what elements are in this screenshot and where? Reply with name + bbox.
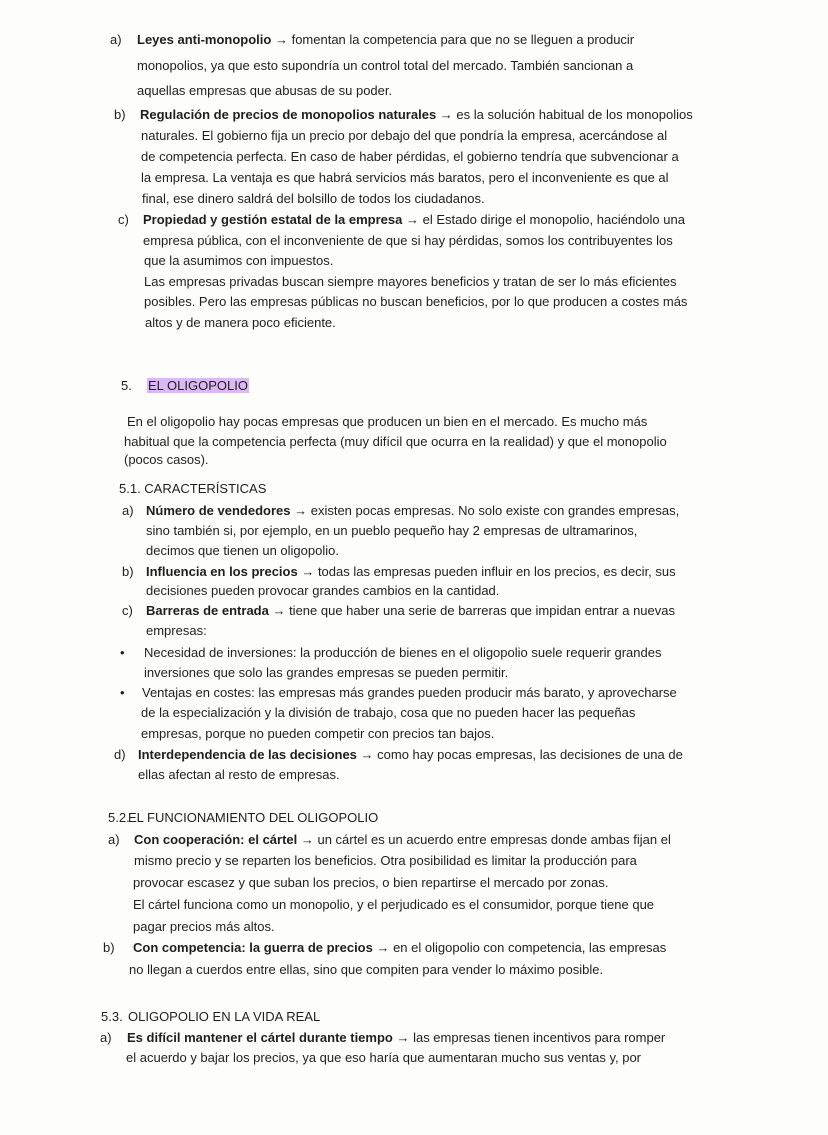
- term-label: Regulación de precios de monopolios naturales →: [140, 107, 453, 122]
- line-text: EL FUNCIONAMIENTO DEL OLIGOPOLIO: [128, 810, 379, 825]
- line-content: [143, 233, 673, 249]
- line-text: pagar precios más altos.: [133, 919, 275, 934]
- line-text: es la solución habitual de los monopolios: [452, 107, 693, 122]
- line-content: [141, 149, 679, 165]
- line-content: [133, 875, 608, 891]
- line-content: [128, 810, 378, 826]
- line-content: [134, 853, 637, 869]
- line-content: [129, 962, 603, 978]
- line-content: [127, 1030, 665, 1046]
- line-content: [146, 523, 637, 539]
- line-text: 5.1. CARACTERÍSTICAS: [119, 481, 267, 496]
- line-text: posibles. Pero las empresas públicas no buscan beneficios, por lo que producen a costes más: [144, 294, 688, 309]
- line-text: monopolios, ya que esto supondría un control total del mercado. También sancionan a: [137, 58, 634, 73]
- line-content: [124, 452, 209, 468]
- list-marker: d): [114, 747, 126, 762]
- line-text: decimos que tienen un oligopolio.: [146, 543, 339, 558]
- line-text: inversiones que solo las grandes empresas se pueden permitir.: [144, 665, 509, 680]
- line-content: [145, 315, 336, 331]
- list-marker: c): [122, 603, 133, 618]
- line-text: de la especialización y la división de trabajo, cosa que no pueden hacer las pequeñas: [141, 705, 636, 720]
- line-content: [137, 58, 633, 74]
- line-text: empresas:: [146, 623, 207, 638]
- line-content: [138, 747, 683, 763]
- list-marker: b): [122, 564, 134, 579]
- line-text: Las empresas privadas buscan siempre mayores beneficios y tratan de ser lo más eficientes: [144, 274, 677, 289]
- line-content: [133, 897, 654, 913]
- bullet-marker: •: [120, 645, 125, 660]
- line-text: en el oligopolio con competencia, las empresas: [389, 940, 667, 955]
- line-text: habitual que la competencia perfecta (muy difícil que ocurra en la realidad) y que el monopolio: [124, 434, 667, 449]
- line-text: naturales. El gobierno fija un precio por debajo del que pondría la empresa, acercándose al: [141, 128, 668, 143]
- line-text: tiene que haber una serie de barreras que impidan entrar a nuevas: [285, 603, 675, 618]
- line-text: aquellas empresas que abusas de su poder.: [137, 83, 393, 98]
- list-marker: a): [108, 832, 120, 847]
- line-text: final, ese dinero saldrá del bolsillo de todos los ciudadanos.: [142, 191, 485, 206]
- list-marker: 5.2.: [108, 810, 130, 825]
- term-label: Número de vendedores →: [146, 503, 308, 518]
- line-content: [128, 1009, 320, 1025]
- line-content: [144, 253, 333, 269]
- list-marker: c): [118, 212, 129, 227]
- line-content: [141, 726, 494, 742]
- line-content: [140, 107, 693, 123]
- term-label: Leyes anti-monopolio →: [137, 32, 288, 47]
- line-content: [119, 481, 266, 497]
- line-content: [142, 191, 485, 207]
- line-content: [144, 274, 677, 290]
- list-marker: b): [103, 940, 115, 955]
- line-content: [133, 940, 666, 956]
- line-content: [143, 212, 685, 228]
- list-marker: 5.: [121, 378, 132, 393]
- line-text: el Estado dirige el monopolio, haciéndolo una: [418, 212, 685, 227]
- list-marker: b): [114, 107, 126, 122]
- line-content: [141, 705, 635, 721]
- line-content: [138, 767, 340, 783]
- line-text: el acuerdo y bajar los precios, ya que eso haría que aumentaran mucho sus ventas y, por: [126, 1050, 641, 1065]
- line-text: que la asumimos con impuestos.: [144, 253, 334, 268]
- line-content: [141, 170, 669, 186]
- line-content: [124, 434, 667, 450]
- line-content: [144, 294, 687, 310]
- line-text: empresa pública, con el inconveniente de que si hay pérdidas, somos los contribuyentes los: [143, 233, 673, 248]
- line-text: El cártel funciona como un monopolio, y el perjudicado es el consumidor, porque tiene que: [133, 897, 655, 912]
- list-marker: 5.3.: [101, 1009, 123, 1024]
- term-label: Interdependencia de las decisiones →: [138, 747, 374, 762]
- term-label: Es difícil mantener el cártel durante tiempo →: [127, 1030, 410, 1045]
- line-content: [142, 685, 677, 701]
- line-text: mismo precio y se reparten los beneficios. Otra posibilidad es limitar la producción para: [134, 853, 637, 868]
- line-text: un cártel es un acuerdo entre empresas donde ambas fijan el: [313, 832, 671, 847]
- line-text: decisiones pueden provocar grandes cambios en la cantidad.: [146, 583, 500, 598]
- line-content: [141, 128, 667, 144]
- list-marker: a): [122, 503, 134, 518]
- line-text: OLIGOPOLIO EN LA VIDA REAL: [128, 1009, 321, 1024]
- line-content: [146, 623, 207, 639]
- line-text: provocar escasez y que suban los precios, o bien repartirse el mercado por zonas.: [133, 875, 609, 890]
- term-label: Propiedad y gestión estatal de la empresa →: [143, 212, 419, 227]
- line-content: [146, 543, 339, 559]
- line-text: como hay pocas empresas, las decisiones de una de: [373, 747, 683, 762]
- term-label: Con competencia: la guerra de precios →: [133, 940, 390, 955]
- line-content: [127, 414, 647, 430]
- line-text: no llegan a cuerdos entre ellas, sino que compiten para vender lo máximo posible.: [129, 962, 604, 977]
- section-title: EL OLIGOPOLIO: [148, 378, 248, 393]
- line-text: sino también si, por ejemplo, en un pueblo pequeño hay 2 empresas de ultramarinos,: [146, 523, 638, 538]
- line-content: [144, 665, 508, 681]
- line-text: Ventajas en costes: las empresas más grandes pueden producir más barato, y aprovecharse: [142, 685, 677, 700]
- line-content: [146, 583, 499, 599]
- bullet-marker: •: [120, 685, 125, 700]
- line-content: [147, 378, 249, 394]
- line-content: [137, 32, 634, 48]
- line-text: la empresa. La ventaja es que habrá servicios más baratos, pero el inconveniente es que al: [141, 170, 669, 185]
- line-text: empresas, porque no pueden competir con precios tan bajos.: [141, 726, 495, 741]
- line-content: [146, 564, 676, 580]
- line-text: (pocos casos).: [124, 452, 209, 467]
- line-content: [133, 919, 275, 935]
- line-text: todas las empresas pueden influir en los precios, es decir, sus: [314, 564, 676, 579]
- term-label: Influencia en los precios →: [146, 564, 315, 579]
- line-content: [146, 503, 679, 519]
- term-label: Barreras de entrada →: [146, 603, 286, 618]
- line-content: [146, 603, 675, 619]
- line-text: ellas afectan al resto de empresas.: [138, 767, 340, 782]
- term-label: Con cooperación: el cártel →: [134, 832, 314, 847]
- line-content: [126, 1050, 641, 1066]
- line-content: [137, 83, 392, 99]
- line-content: [144, 645, 661, 661]
- line-text: altos y de manera poco eficiente.: [145, 315, 336, 330]
- list-marker: a): [110, 32, 122, 47]
- line-text: existen pocas empresas. No solo existe con grandes empresas,: [307, 503, 680, 518]
- line-text: Necesidad de inversiones: la producción de bienes en el oligopolio suele requerir grandes: [144, 645, 662, 660]
- line-text: En el oligopolio hay pocas empresas que producen un bien en el mercado. Es mucho más: [127, 414, 648, 429]
- line-content: [134, 832, 671, 848]
- line-text: las empresas tienen incentivos para romper: [409, 1030, 666, 1045]
- list-marker: a): [100, 1030, 112, 1045]
- line-text: fomentan la competencia para que no se lleguen a producir: [287, 32, 635, 47]
- line-text: de competencia perfecta. En caso de haber pérdidas, el gobierno tendría que subvencionar a: [141, 149, 679, 164]
